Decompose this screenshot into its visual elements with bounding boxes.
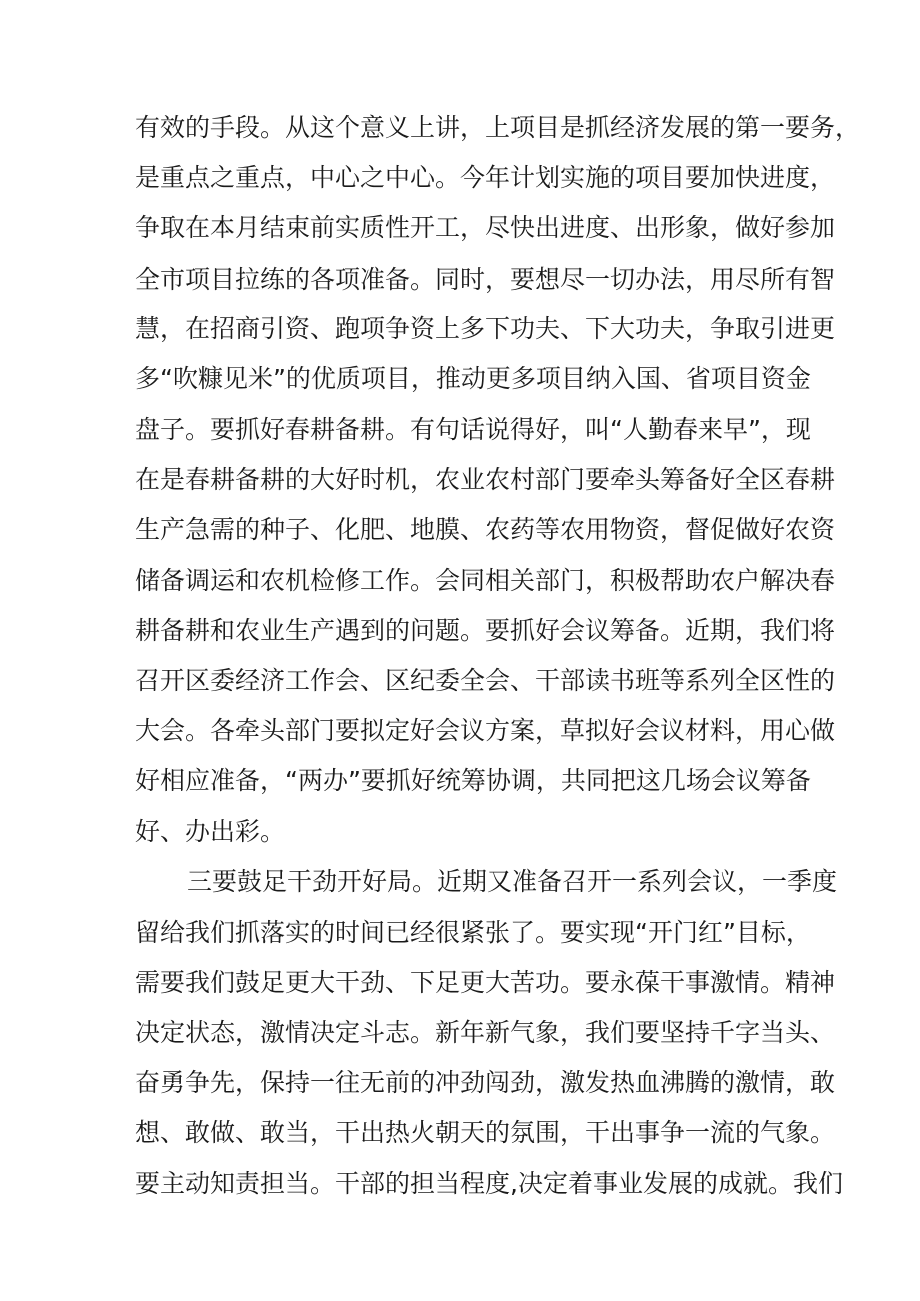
text-line: 储备调运和农机检修工作。会同相关部门，积极帮助农户解决春 — [135, 566, 836, 595]
text-line: 慧，在招商引资、跑项争资上多下功夫、下大功夫，争取引进更 — [135, 314, 836, 343]
text-line: 要主动知责担当。干部的担当程度,决定着事业发展的成就。我们 — [135, 1169, 843, 1198]
text-line: 在是春耕备耕的大好时机，农业农村部门要牵头筹备好全区春耕 — [135, 465, 836, 494]
text-line: 盘子。要抓好春耕备耕。有句话说得好，叫“人勤春来早”，现 — [135, 415, 811, 444]
text-line: 大会。各牵头部门要拟定好会议方案，草拟好会议材料，用心做 — [135, 716, 836, 745]
text-line: 好、办出彩。 — [135, 817, 286, 846]
text-line: 需要我们鼓足更大干劲、下足更大苦功。要永葆干事激情。精神 — [135, 968, 836, 997]
text-line: 争取在本月结束前实质性开工，尽快出进度、出形象，做好参加 — [135, 213, 836, 242]
text-line: 多“吹糠见米”的优质项目，推动更多项目纳入国、省项目资金 — [135, 364, 811, 393]
text-line: 耕备耕和农业生产遇到的问题。要抓好会议筹备。近期，我们将 — [135, 616, 836, 645]
text-line: 生产急需的种子、化肥、地膜、农药等农用物资，督促做好农资 — [135, 515, 836, 544]
text-line: 留给我们抓落实的时间已经很紧张了。要实现“开门红”目标， — [135, 918, 811, 947]
text-line: 奋勇争先，保持一往无前的冲劲闯劲，激发热血沸腾的激情，敢 — [135, 1068, 836, 1097]
text-line: 想、敢做、敢当，干出热火朝天的氛围，干出事争一流的气象。 — [135, 1118, 836, 1147]
text-line: 决定状态，激情决定斗志。新年新气象，我们要坚持千字当头、 — [135, 1018, 836, 1047]
text-line: 好相应准备，“两办”要抓好统筹协调，共同把这几场会议筹备 — [135, 766, 811, 795]
text-line: 召开区委经济工作会、区纪委全会、干部读书班等系列全区性的 — [135, 666, 836, 695]
text-line: 全市项目拉练的各项准备。同时，要想尽一切办法，用尽所有智 — [135, 265, 836, 294]
text-line: 有效的手段。从这个意义上讲，上项目是抓经济发展的第一要务， — [135, 113, 861, 142]
text-line: 是重点之重点，中心之中心。今年计划实施的项目要加快进度， — [135, 163, 836, 192]
paragraph-first-line: 三要鼓足干劲开好局。近期又准备召开一系列会议，一季度 — [187, 867, 838, 896]
